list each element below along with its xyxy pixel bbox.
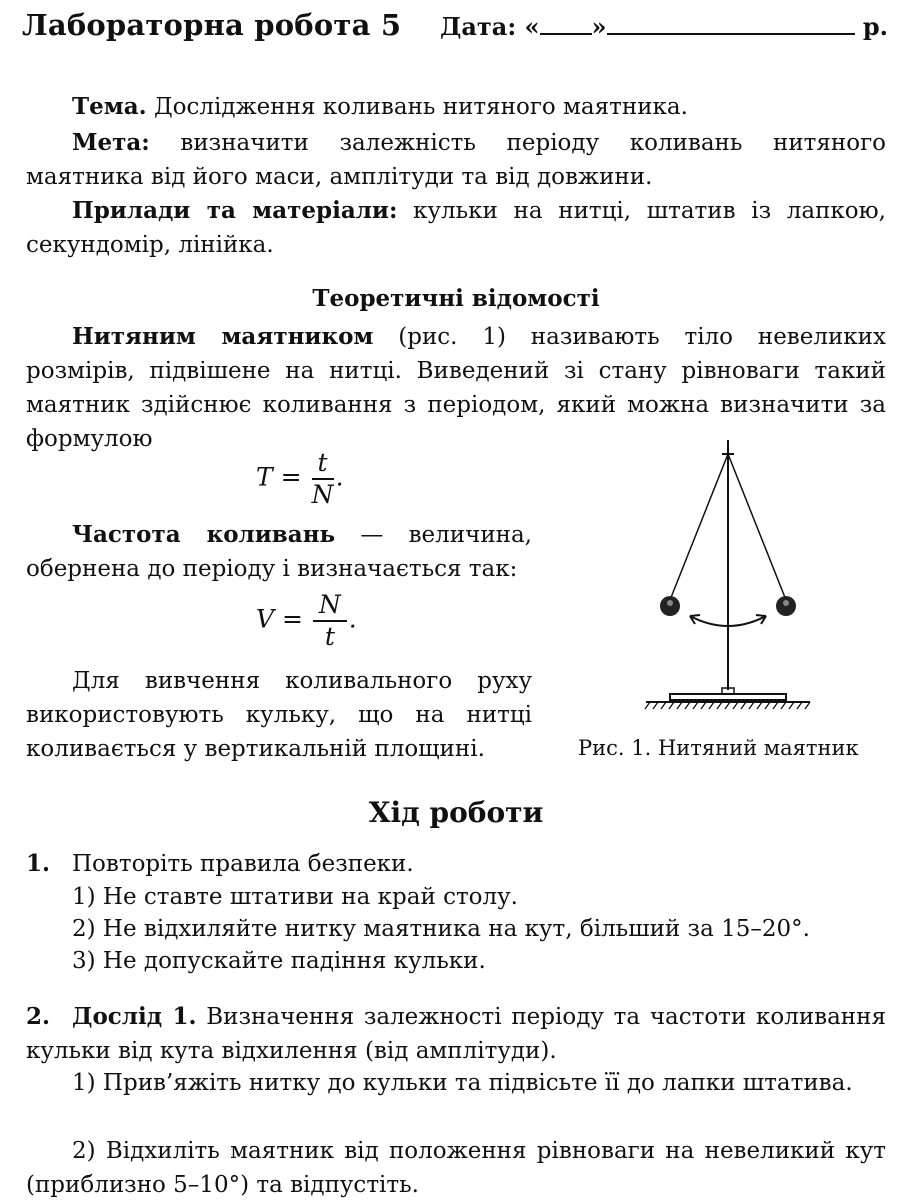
string-left [670, 454, 728, 600]
date-suffix: р. [862, 12, 889, 41]
fraction-numerator-2: N [313, 590, 347, 622]
topic-label: Тема. [72, 93, 147, 120]
step-2 [26, 1000, 886, 1068]
ball-left-highlight [667, 600, 673, 606]
stand-base [670, 694, 786, 700]
step-1 [26, 846, 886, 882]
theory-text-2: — величина, обернена до періоду і визначається так: [26, 522, 532, 582]
step-2-sub-2: 2) Відхиліть маятник від положення рівноваги на невеликий кут (приблизно 5–10°) та відпустіть. [26, 1138, 886, 1198]
fraction-denominator-2: t [324, 622, 335, 651]
formula-end-2: . [348, 604, 357, 634]
rule-1-text: Не ставте штативи на край столу. [102, 884, 518, 910]
step-2-sub-1: 1) Прив’яжіть нитку до кульки та підвісьте її до лапки штатива. [72, 1070, 853, 1096]
theory-heading: Теоретичні відомості [312, 285, 600, 312]
ground-hatching [645, 702, 810, 709]
step-1-text: Повторіть правила безпеки. [72, 851, 414, 877]
materials-text: кульки на нитці, штатив із лапкою, секундомір, лінійка. [26, 198, 886, 258]
string-right [728, 454, 786, 600]
frequency-term: Частота коливань [72, 521, 336, 548]
fraction-denominator: N [311, 480, 334, 509]
step-2-number: 2. [26, 1003, 51, 1030]
period-fraction [312, 448, 334, 510]
date-month-blank [607, 13, 855, 35]
frequency-formula [256, 590, 357, 652]
rule-1 [72, 880, 892, 915]
pendulum-term: Нитяним маятником [72, 323, 374, 350]
period-formula [256, 448, 344, 510]
frequency-fraction [313, 590, 347, 652]
figure-caption: Рис. 1. Нитяний маятник [578, 736, 859, 760]
rule-3-text: Не допускайте падіння кульки. [102, 948, 486, 974]
goal-paragraph [26, 126, 886, 194]
materials-label: Прилади та матеріали: [72, 197, 398, 224]
formula-eq: = [272, 462, 310, 492]
worksheet-title: Лабораторна робота 5 [22, 8, 402, 42]
date-day-blank [540, 13, 592, 35]
topic-text: Дослідження коливань нитяного маятника. [146, 94, 688, 120]
rule-2 [72, 912, 892, 947]
formula-eq-2: = [274, 604, 311, 634]
topic-paragraph [26, 90, 886, 124]
rule-3-number: 3) [72, 948, 96, 974]
goal-text: визначити залежність періоду коливань нитяного маятника від його маси, амплітуди та від довжини. [26, 130, 886, 190]
materials-paragraph [26, 194, 886, 262]
theory-paragraph-3: Для вивчення коливального руху використовують кульку, що на нитці коливається у вертикальній площині. [26, 668, 532, 762]
experiment-label: Дослід 1. [72, 1003, 197, 1030]
goal-label: Мета: [72, 129, 150, 156]
date-field [440, 12, 888, 41]
formula-period-lhs: T [256, 462, 273, 492]
fraction-numerator: t [312, 448, 334, 480]
formula-frequency-lhs: V [256, 604, 275, 634]
pendulum-figure [640, 432, 820, 722]
date-label: Дата: « [440, 12, 540, 41]
ball-right-highlight [783, 600, 789, 606]
theory-paragraph-2 [26, 518, 532, 586]
theory-text-1: (рис. 1) називають тіло невеликих розмірів, підвішене на нитці. Виведений зі стану рівноваги такий маятник здійснює коливання з періодом, який можна визначити за формулою [26, 324, 886, 452]
procedure-heading: Хід роботи [368, 796, 544, 829]
rule-2-number: 2) [72, 916, 96, 942]
step-1-number: 1. [26, 850, 51, 877]
formula-end: . [335, 462, 344, 492]
date-mid: » [591, 12, 607, 41]
rule-3 [72, 944, 892, 979]
rule-2-text: Не відхиляйте нитку маятника на кут, більший за 15–20°. [102, 916, 810, 942]
rule-1-number: 1) [72, 884, 96, 910]
step-2-text: Визначення залежності періоду та частоти коливання кульки від кута відхилення (від амплітуди). [26, 1004, 886, 1064]
